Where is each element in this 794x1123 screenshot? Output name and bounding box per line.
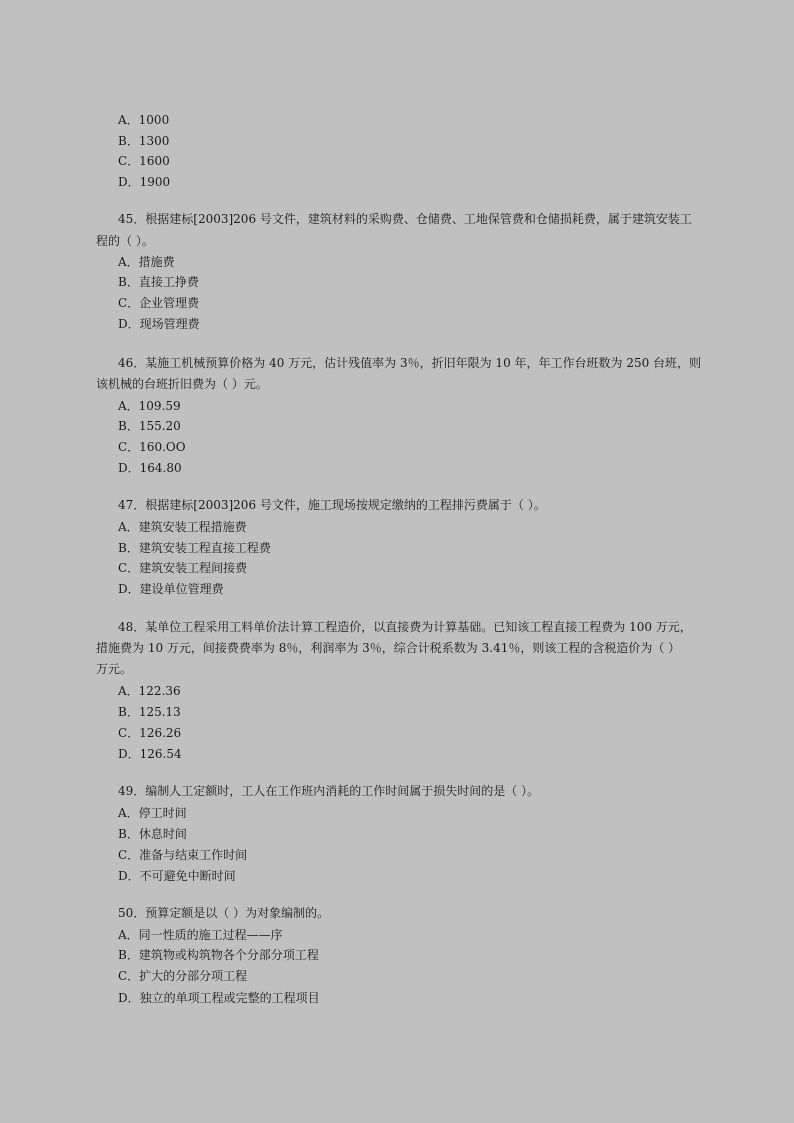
option-a: A．停工时间	[118, 806, 187, 820]
question-text: 该机械的台班折旧费为（ ）元。	[96, 377, 268, 391]
option-b: B．125.13	[118, 705, 181, 719]
option-c: C．160.OO	[118, 440, 186, 454]
option-b: B．155.20	[118, 419, 181, 433]
question-text: 47．根据建标[2003]206 号文件，施工现场按规定缴纳的工程排污费属于（ ）。	[118, 498, 546, 512]
question-text: 49．编制人工定额时，工人在工作班内消耗的工作时间属于损失时间的是（ ）。	[118, 784, 540, 798]
option-a: A．122.36	[118, 684, 181, 698]
question-text: 45．根据建标[2003]206 号文件，建筑材料的采购费、仓储费、工地保管费和仓储损耗费，属于建筑安装工	[118, 212, 692, 226]
option-a: A．措施费	[118, 255, 175, 269]
option-b: B．休息时间	[118, 827, 187, 841]
option-a: A．1000	[118, 113, 170, 127]
option-d: D．独立的单项工程或完整的工程项目	[118, 991, 320, 1005]
option-d: D．建设单位管理费	[118, 582, 224, 596]
option-b: B．建筑物或构筑物各个分部分项工程	[118, 948, 319, 962]
option-d: D．164.80	[118, 461, 182, 475]
option-b: B．建筑安装工程直接工程费	[118, 541, 271, 555]
option-c: C．准备与结束工作时间	[118, 848, 248, 862]
question-text: 50．预算定额是以（ ）为对象编制的。	[118, 906, 330, 920]
question-text: 措施费为 10 万元，间接费费率为 8％，利润率为 3％，综合计税系数为 3.41％，则该工程的含税造价为（ ）	[96, 641, 681, 655]
question-text: 程的（ ）。	[96, 234, 154, 248]
option-a: A．同一性质的施工过程——序	[118, 928, 283, 942]
option-b: B．直接工挣费	[118, 275, 199, 289]
option-d: D．现场管理费	[118, 317, 200, 331]
option-c: C．企业管理费	[118, 296, 200, 310]
option-c: C．建筑安装工程间接费	[118, 561, 248, 575]
option-b: B．1300	[118, 134, 170, 148]
option-c: C．126.26	[118, 726, 182, 740]
option-d: D．不可避免中断时间	[118, 869, 236, 883]
question-text: 46．某施工机械预算价格为 40 万元，估计残值率为 3％，折旧年限为 10 年，年工作台班数为 250 台班，则	[118, 356, 702, 370]
option-d: D．126.54	[118, 747, 182, 761]
option-c: C．1600	[118, 154, 170, 168]
option-d: D．1900	[118, 175, 171, 189]
option-c: C．扩大的分部分项工程	[118, 969, 248, 983]
question-text: 万元。	[96, 662, 133, 676]
question-text: 48．某单位工程采用工料单价法计算工程造价，以直接费为计算基础。已知该工程直接工程费为 100 万元，	[118, 620, 692, 634]
option-a: A．109.59	[118, 399, 181, 413]
option-a: A．建筑安装工程措施费	[118, 520, 247, 534]
